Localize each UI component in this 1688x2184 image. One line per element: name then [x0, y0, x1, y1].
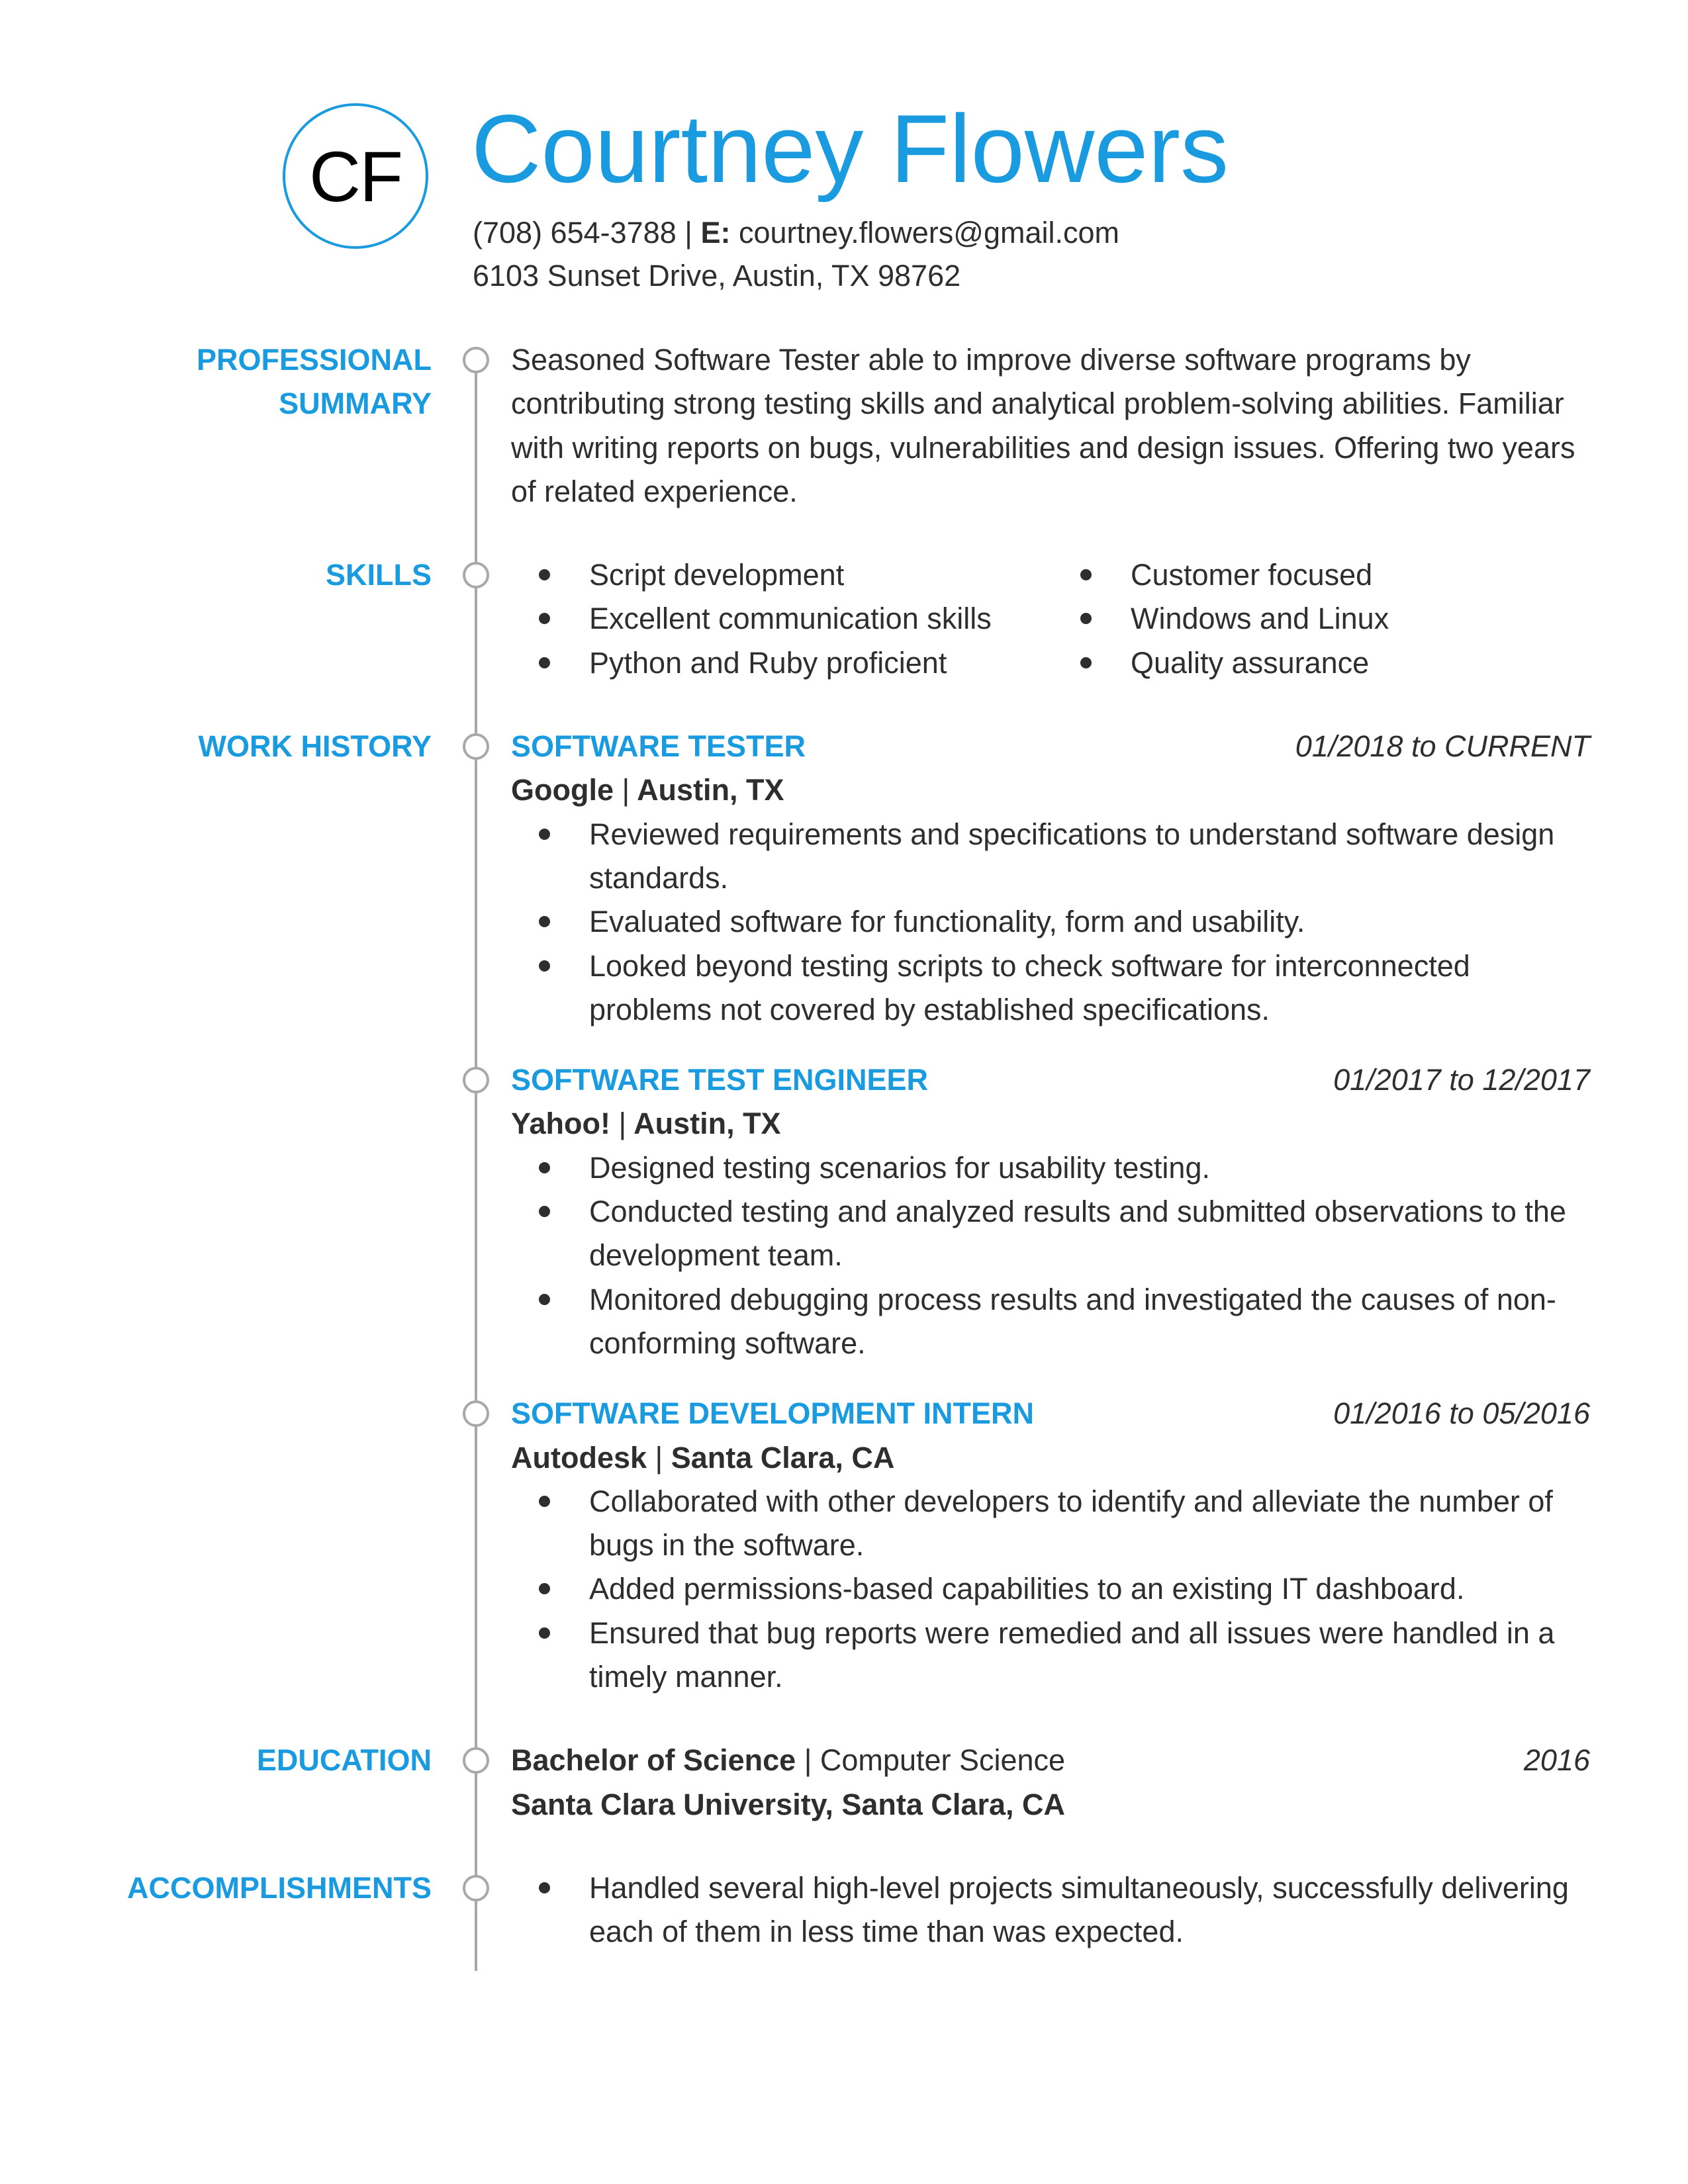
job-bullets	[511, 813, 1590, 1032]
education-header	[511, 1739, 1590, 1782]
job-dates: 01/2016 to 05/2016	[1333, 1396, 1590, 1431]
section-label: ACCOMPLISHMENTS	[127, 1870, 432, 1905]
monogram-initials: CF	[283, 103, 428, 249]
accomplishments-list	[511, 1866, 1590, 1954]
job-location: Santa Clara, CA	[671, 1440, 895, 1475]
section-label-line: PROFESSIONAL	[196, 343, 432, 377]
degree-line	[511, 1739, 1065, 1782]
section-skills	[0, 553, 1688, 685]
skill-item: Windows and Linux	[1053, 597, 1590, 641]
job-bullet: Evaluated software for functionality, form and usability.	[511, 900, 1590, 944]
phone: (708) 654-3788	[473, 216, 677, 250]
job-bullet: Designed testing scenarios for usability testing.	[511, 1146, 1590, 1190]
section-professional-summary	[0, 338, 1688, 514]
resume-body	[0, 338, 1688, 1994]
job-bullet: Monitored debugging process results and investigated the causes of non-conforming software.	[511, 1278, 1590, 1366]
job-entry	[0, 1392, 1688, 1699]
job-bullet: Ensured that bug reports were remedied and all issues were handled in a timely manner.	[511, 1612, 1590, 1700]
job-header	[511, 1392, 1590, 1435]
section-label: WORK HISTORY	[198, 729, 432, 764]
timeline-node-icon	[463, 347, 489, 373]
job-title: SOFTWARE TESTER	[511, 729, 806, 764]
company: Autodesk	[511, 1440, 647, 1475]
job-bullet: Added permissions-based capabilities to an existing IT dashboard.	[511, 1567, 1590, 1611]
skill-item: Excellent communication skills	[511, 597, 1053, 641]
contact-block	[473, 211, 1119, 297]
job-entry	[0, 1058, 1688, 1365]
contact-line	[473, 211, 1119, 254]
job-bullet: Collaborated with other developers to identify and alleviate the number of bugs in the software.	[511, 1480, 1590, 1568]
job-location: Austin, TX	[633, 1107, 781, 1141]
job-dates: 01/2018 to CURRENT	[1295, 729, 1590, 764]
job-bullet: Reviewed requirements and specifications to understand software design standards.	[511, 813, 1590, 901]
separator: |	[655, 1440, 663, 1475]
employer-line	[511, 1102, 1590, 1146]
job-dates: 01/2017 to 12/2017	[1333, 1063, 1590, 1097]
timeline-node-icon	[463, 1747, 489, 1774]
school: Santa Clara University, Santa Clara, CA	[511, 1787, 1065, 1821]
skill-item: Customer focused	[1053, 553, 1590, 597]
skills-list	[511, 553, 1590, 685]
degree: Bachelor of Science	[511, 1743, 796, 1778]
job-header	[511, 725, 1590, 768]
job-bullets	[511, 1146, 1590, 1365]
job-location: Austin, TX	[637, 773, 784, 807]
section-label	[197, 338, 432, 426]
job-entry	[0, 725, 1688, 1032]
summary-text: Seasoned Software Tester able to improve diverse software programs by contributing strong testing skills and analytical problem-solving abilities. Familiar with writing reports on bugs, vulnerabilities and design issues. Offering two years of related experience.	[511, 343, 1575, 508]
separator: |	[684, 216, 692, 250]
job-bullet: Looked beyond testing scripts to check software for interconnected problems not covered by established specifications.	[511, 944, 1590, 1032]
skills-column-2	[1053, 553, 1590, 685]
job-bullet: Conducted testing and analyzed results and submitted observations to the development team.	[511, 1190, 1590, 1278]
field-of-study: Computer Science	[820, 1743, 1066, 1778]
timeline-node-icon	[463, 1875, 489, 1901]
employer-line	[511, 768, 1590, 812]
job-header	[511, 1058, 1590, 1102]
section-label: EDUCATION	[256, 1743, 432, 1778]
skill-item: Python and Ruby proficient	[511, 641, 1053, 685]
section-education	[0, 1739, 1688, 1827]
employer-line	[511, 1436, 1590, 1480]
company: Yahoo!	[511, 1107, 611, 1141]
job-title: SOFTWARE TEST ENGINEER	[511, 1063, 929, 1097]
separator: |	[622, 773, 630, 807]
section-accomplishments	[0, 1866, 1688, 1954]
candidate-name: Courtney Flowers	[471, 95, 1229, 203]
timeline-node-icon	[463, 562, 489, 588]
timeline-node-icon	[463, 1400, 489, 1427]
skills-column-1	[511, 553, 1053, 685]
timeline-node-icon	[463, 733, 489, 760]
section-label-line: SUMMARY	[279, 387, 432, 420]
graduation-year: 2016	[1523, 1743, 1590, 1778]
email-label: E:	[700, 216, 731, 250]
separator: |	[804, 1743, 812, 1778]
address: 6103 Sunset Drive, Austin, TX 98762	[473, 259, 961, 293]
section-work-history	[0, 725, 1688, 1699]
job-bullets	[511, 1480, 1590, 1699]
company: Google	[511, 773, 614, 807]
timeline-node-icon	[463, 1067, 489, 1093]
accomplishment-item: Handled several high-level projects simultaneously, successfully delivering each of them in less time than was expected.	[511, 1866, 1590, 1954]
skill-item: Script development	[511, 553, 1053, 597]
section-label: SKILLS	[325, 558, 432, 592]
skill-item: Quality assurance	[1053, 641, 1590, 685]
email[interactable]: courtney.flowers@gmail.com	[738, 216, 1120, 250]
separator: |	[618, 1107, 627, 1141]
job-title: SOFTWARE DEVELOPMENT INTERN	[511, 1396, 1035, 1431]
